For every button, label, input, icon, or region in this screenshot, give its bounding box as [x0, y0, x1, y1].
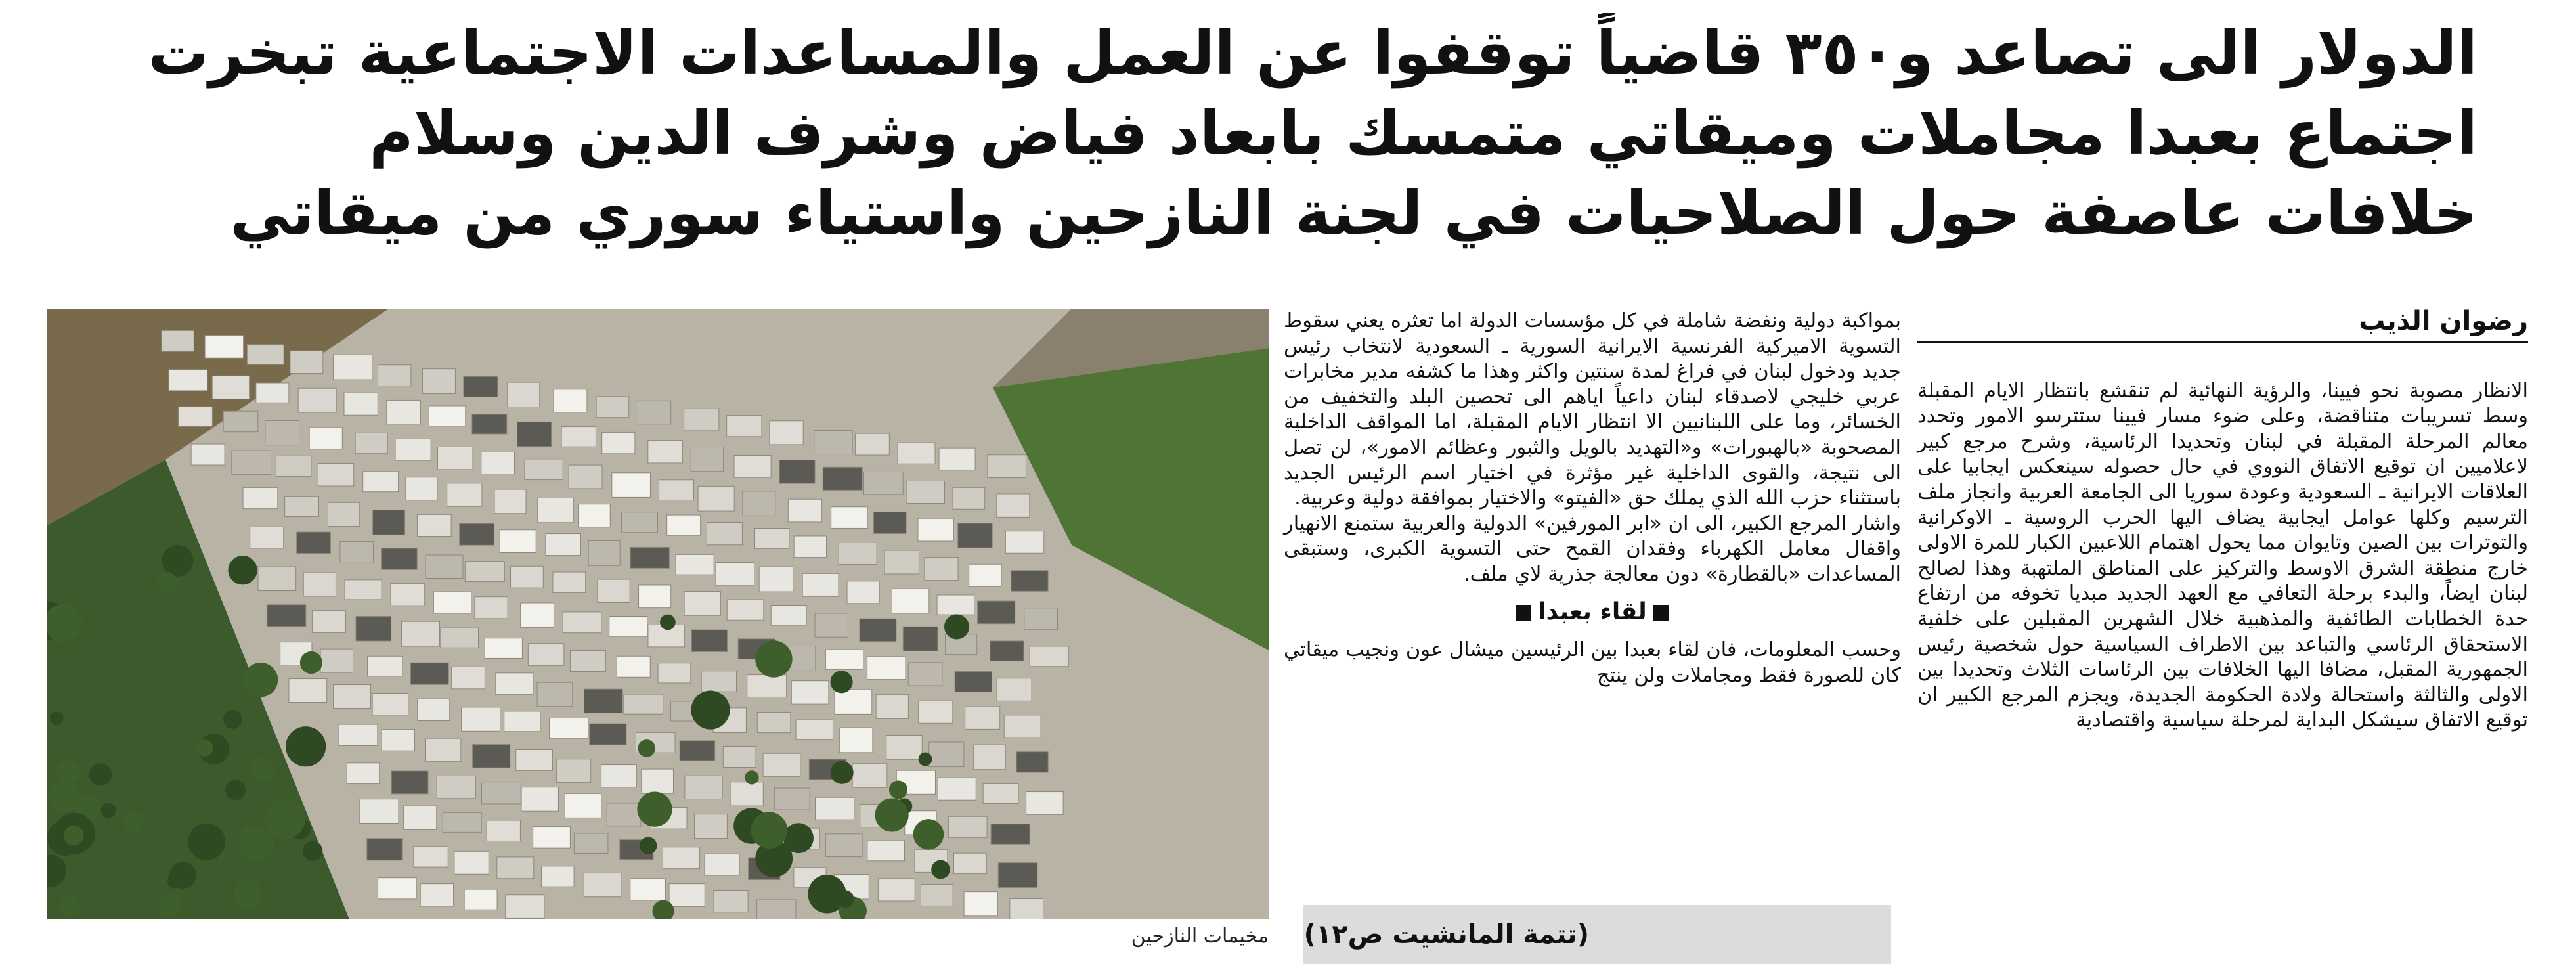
tent-roof — [601, 765, 637, 787]
tent-roof — [759, 567, 793, 592]
tent-roof — [974, 745, 1005, 769]
tent-roof — [878, 879, 915, 901]
tent-roof — [475, 597, 508, 619]
tent-roof — [676, 554, 714, 575]
tent-roof — [554, 389, 587, 412]
tent-roof — [796, 720, 833, 739]
square-bullet-icon — [1516, 605, 1531, 621]
tent-roof — [609, 616, 647, 636]
tent-roof — [669, 884, 705, 907]
tent-roof — [504, 711, 540, 732]
tree — [123, 812, 144, 833]
tent-roof — [309, 428, 342, 449]
tent-roof — [487, 820, 520, 841]
tree — [875, 798, 909, 831]
tent-roof — [876, 694, 908, 718]
tent-roof — [578, 504, 610, 527]
article-right-column — [1917, 306, 2528, 734]
tent-roof — [727, 600, 764, 620]
tent-roof — [359, 799, 399, 824]
tent-roof — [727, 416, 762, 437]
subheading — [1284, 600, 1901, 625]
tent-roof — [340, 542, 374, 563]
tent-roof — [607, 803, 641, 827]
article-paragraph: وحسب المعلومات، فان لقاء بعبدا بين الرئيسين ميشال عون ونجيب ميقاتي كان للصورة فقط ومجاملات ولن ينتج — [1284, 638, 1901, 687]
tent-roof — [969, 564, 1001, 586]
tent-roof — [414, 847, 448, 867]
tent-roof — [816, 797, 854, 820]
tree — [196, 739, 213, 756]
tree — [60, 895, 80, 915]
tent-roof — [553, 572, 586, 592]
tent-roof — [630, 547, 669, 568]
tent-roof — [991, 824, 1030, 845]
tent-roof — [867, 657, 906, 680]
tent-roof — [205, 335, 244, 358]
tent-roof — [420, 884, 453, 906]
tent-roof — [212, 376, 249, 399]
tent-roof — [223, 411, 258, 431]
tent-roof — [541, 866, 574, 887]
tree — [265, 799, 305, 839]
tent-roof — [695, 814, 728, 839]
tent-roof — [1026, 792, 1063, 815]
continued-on-page-box — [1303, 905, 1891, 964]
tent-roof — [908, 663, 942, 686]
tent-roof — [433, 592, 471, 613]
tent-roof — [919, 701, 953, 723]
tent-roof — [506, 895, 544, 919]
tent-roof — [500, 530, 536, 553]
tent-roof — [243, 487, 278, 508]
tent-roof — [258, 567, 296, 590]
tent-roof — [373, 510, 405, 535]
tent-roof — [802, 573, 839, 596]
tent-roof — [521, 787, 558, 812]
tent-roof — [404, 806, 437, 829]
tent-roof — [602, 432, 635, 453]
tent-roof — [855, 433, 889, 455]
tent-roof — [574, 833, 608, 854]
tent-roof — [839, 542, 877, 565]
tent-roof — [563, 612, 601, 633]
tent-roof — [698, 486, 734, 511]
tent-roof — [422, 369, 455, 394]
tent-roof — [464, 376, 498, 397]
tent-roof — [247, 345, 284, 365]
tent-roof — [454, 851, 489, 874]
tent-roof — [1024, 609, 1058, 629]
tent-roof — [521, 603, 554, 628]
tent-roof — [447, 483, 482, 506]
tree — [691, 690, 730, 729]
tent-roof — [426, 555, 463, 578]
tree — [169, 862, 196, 889]
tent-roof — [680, 741, 715, 761]
tree — [831, 761, 854, 784]
headline-3: خلافات عاصفة حول الصلاحيات في لجنة النازحين واستياء سوري من ميقاتي — [230, 178, 2478, 248]
tree — [638, 739, 655, 757]
tent-roof — [303, 573, 336, 596]
tree — [162, 545, 193, 577]
tent-roof — [276, 456, 311, 476]
tent-roof — [734, 455, 771, 477]
tent-roof — [864, 472, 904, 494]
tent-roof — [372, 693, 408, 715]
tent-roof — [847, 581, 879, 604]
tent-roof — [546, 534, 580, 556]
tent-roof — [481, 452, 515, 474]
tent-roof — [169, 370, 207, 391]
tent-roof — [368, 656, 403, 676]
tent-roof — [771, 605, 806, 625]
tent-roof — [538, 498, 574, 523]
tent-roof — [925, 558, 958, 581]
tree — [228, 556, 257, 584]
tent-roof — [774, 788, 810, 810]
tent-roof — [355, 433, 387, 453]
tent-roof — [565, 793, 601, 818]
tent-roof — [763, 753, 800, 776]
tent-roof — [378, 365, 411, 387]
tent-roof — [347, 763, 379, 784]
tent-roof — [658, 663, 691, 683]
tent-roof — [312, 611, 345, 633]
tent-roof — [569, 465, 602, 489]
tent-roof — [179, 407, 213, 426]
tree — [157, 572, 177, 592]
tent-roof — [997, 678, 1032, 701]
tent-roof — [860, 619, 896, 642]
tent-roof — [250, 527, 284, 548]
tent-roof — [472, 414, 507, 434]
tent-roof — [537, 682, 573, 707]
tree — [660, 615, 676, 630]
tent-roof — [289, 679, 327, 703]
tent-roof — [794, 536, 826, 558]
tent-roof — [831, 507, 867, 529]
tent-roof — [663, 847, 699, 869]
headline-2: اجتماع بعبدا مجاملات وميقاتي متمسك بابعاد فياض وشرف الدين وسلام — [369, 98, 2478, 168]
tent-roof — [465, 562, 504, 582]
tree — [240, 826, 258, 844]
tent-roof — [363, 472, 399, 492]
tent-roof — [705, 854, 739, 875]
tent-roof — [1004, 715, 1041, 738]
tent-roof — [256, 383, 289, 403]
tent-roof — [997, 494, 1030, 517]
tree — [188, 823, 225, 860]
tent-roof — [285, 496, 319, 516]
tent-roof — [528, 644, 564, 666]
tent-roof — [701, 671, 736, 692]
tent-roof — [639, 585, 671, 608]
tent-roof — [338, 724, 378, 745]
tree — [303, 841, 322, 861]
tent-roof — [965, 707, 1000, 729]
tent-roof — [770, 421, 803, 445]
tree — [50, 711, 64, 725]
tree — [56, 761, 79, 784]
tent-roof — [825, 650, 863, 669]
tent-roof — [617, 656, 650, 677]
tent-roof — [391, 584, 425, 606]
tree — [931, 860, 950, 879]
tent-roof — [297, 532, 331, 554]
tent-roof — [596, 397, 629, 418]
tent-roof — [867, 841, 905, 861]
tent-roof — [825, 834, 862, 857]
tent-roof — [401, 621, 439, 646]
tent-roof — [367, 839, 402, 860]
tent-roof — [1016, 752, 1048, 772]
tent-roof — [387, 400, 421, 424]
tree — [48, 782, 79, 813]
continued-label: (تتمة المانشيت ص١٢) — [1303, 919, 1589, 950]
tent-roof — [903, 627, 938, 651]
tent-roof — [612, 473, 651, 498]
tree — [64, 826, 83, 845]
tent-roof — [494, 489, 526, 514]
tent-roof — [659, 480, 694, 500]
tent-roof — [356, 616, 391, 641]
tent-roof — [998, 863, 1037, 888]
tent-roof — [884, 550, 919, 574]
tent-roof — [852, 764, 887, 787]
tree — [300, 651, 322, 674]
tent-roof — [684, 408, 719, 431]
tent-roof — [391, 771, 428, 794]
photo-illustration — [47, 309, 1269, 919]
tent-roof — [511, 566, 544, 588]
tent-roof — [345, 580, 382, 600]
tent-roof — [892, 588, 929, 613]
tent-roof — [1010, 898, 1043, 919]
tree — [101, 803, 116, 818]
tent-roof — [955, 671, 992, 692]
tent-roof — [684, 591, 720, 615]
tent-roof — [598, 579, 630, 602]
tree — [837, 890, 854, 907]
tent-roof — [691, 447, 723, 472]
tree — [751, 812, 788, 849]
tent-roof — [624, 694, 663, 714]
tent-roof — [333, 355, 372, 380]
article-paragraph: واشار المرجع الكبير، الى ان «ابر المورفين» الدولية والعربية ستمنع الانهيار واقفال معامل الكهرباء وفقدان القمح حتى التسوية الكبرى، وستبقى المساعدات «بالقطارة» دون معالجة جذرية لاي ملف. — [1284, 512, 1901, 586]
tent-roof — [907, 481, 944, 504]
square-bullet-icon — [1653, 605, 1669, 621]
tree — [755, 640, 792, 677]
tent-roof — [550, 718, 588, 738]
tent-roof — [557, 759, 591, 783]
tent-roof — [452, 667, 485, 688]
tent-roof — [691, 630, 727, 651]
tent-roof — [191, 444, 225, 465]
tree — [159, 894, 181, 916]
tent-roof — [964, 892, 997, 916]
tree — [251, 757, 274, 781]
tent-roof — [472, 745, 510, 768]
tree — [919, 753, 932, 766]
tent-roof — [344, 393, 378, 415]
tent-roof — [437, 447, 472, 469]
tent-roof — [460, 523, 494, 545]
tent-roof — [953, 853, 986, 873]
tent-roof — [757, 712, 791, 732]
tent-roof — [570, 651, 605, 672]
tent-roof — [517, 422, 552, 446]
tent-roof — [378, 878, 416, 899]
tent-roof — [730, 782, 763, 806]
tent-roof — [429, 406, 465, 426]
tent-roof — [584, 873, 621, 896]
headline-block — [79, 13, 2478, 254]
tent-roof — [382, 730, 414, 751]
tent-roof — [929, 742, 964, 767]
tent-roof — [516, 749, 553, 770]
tent-roof — [334, 685, 371, 709]
tent-roof — [588, 540, 620, 565]
tent-roof — [938, 778, 976, 800]
tent-roof — [462, 707, 500, 731]
tent-roof — [381, 548, 417, 569]
tent-roof — [320, 649, 353, 672]
tent-roof — [481, 783, 521, 804]
tent-roof — [395, 439, 431, 460]
tent-roof — [990, 641, 1024, 661]
tent-roof — [584, 689, 622, 713]
byline: رضوان الذيب — [1917, 309, 2528, 343]
subheading-text: لقاء بعبدا — [1538, 598, 1647, 625]
article-paragraph: الانظار مصوبة نحو فيينا، والرؤية النهائية لم تنقشع بانتظار الايام المقبلة وسط تسريبات متناقضة، وعلى ضوء مسار فيينا ستترسو الامور وتحدد معالم المرحلة المقبلة في لبنان وتحديدا الرئاسية، وشرح مرجع كبير لاعلاميين ان توقيع الاتفاق النووي في حال حصوله سينعكس ايجابيا على العلاقات الايرانية ـ السعودية وعودة سوريا الى الجامعة العربية وانجاز ملف الترسيم وكلها عوامل ايجابية يضاف اليها الحرب الروسية ـ الاوكرانية والتوترات بين الصين وتايوان مما يحول اهتمام اللاعبين الكبار للمرة الاولى خارج منطقة الشرق الاوسط والتركيز على المناطق الملتهبة وهذا لصالح لبنان ايضاً، والبدء برحلة التعافي مع العهد الجديد مبديا تخوفه من ارتفاع حدة الخطابات الطائفية والمذهبية خلال الشهرين المقبلين على خلفية الاستحقاق الرئاسي والتباعد بين الاطراف السياسية حول شخصية رئيس الجمهورية المقبل، مضافا اليها الخلافات بين الرئاسات الثلاث وتحديدا بين الاولى والثالثة واستحالة ولادة الحكومة الجديدة، ويجزم المرجع الكبير ان توقيع الاتفاق سيشكل البداية لمرحلة سياسية واقتصادية — [1917, 379, 2528, 732]
tent-roof — [958, 523, 993, 548]
tent-roof — [747, 675, 787, 697]
tent-roof — [723, 747, 756, 768]
tent-roof — [1005, 531, 1043, 554]
tent-roof — [823, 467, 862, 490]
tent-roof — [267, 605, 306, 627]
tent-roof — [1030, 646, 1068, 667]
tent-roof — [707, 523, 742, 545]
tree — [637, 792, 672, 827]
tent-roof — [667, 515, 701, 535]
tent-roof — [508, 382, 540, 407]
article-middle-column — [1284, 309, 1901, 688]
refugee-camp-aerial-photo — [47, 309, 1269, 919]
tree — [223, 710, 242, 729]
tent-roof — [835, 690, 872, 714]
tent-roof — [839, 728, 872, 753]
tent-roof — [418, 699, 450, 720]
tent-roof — [496, 673, 533, 695]
tent-roof — [788, 499, 821, 522]
tent-roof — [814, 431, 852, 454]
tent-roof — [815, 613, 848, 637]
tent-roof — [417, 514, 451, 536]
tent-roof — [636, 401, 671, 424]
tent-roof — [425, 739, 460, 761]
tent-roof — [898, 443, 935, 464]
tent-roof — [441, 628, 478, 648]
tent-roof — [937, 595, 974, 615]
tent-roof — [791, 681, 829, 704]
tree — [89, 763, 112, 785]
tree — [233, 879, 262, 908]
tree — [745, 770, 758, 784]
tree — [889, 781, 907, 799]
tree — [286, 726, 326, 766]
tent-roof — [918, 518, 953, 541]
tent-roof — [716, 562, 754, 585]
tree — [225, 780, 246, 800]
tent-roof — [757, 900, 796, 919]
tent-roof — [779, 460, 815, 483]
tent-roof — [464, 889, 497, 910]
tree — [244, 663, 278, 697]
tree — [831, 671, 853, 693]
article-paragraph: بمواكبة دولية ونفضة شاملة في كل مؤسسات الدولة اما تعثره يعني سقوط التسوية الاميركية الفرنسية الايرانية السورية ـ السعودية لانتخاب رئيس جديد ودخول لبنان في فراغ لمدة سنتين واكثر وهذا ما كشفه مدير مخابرات عربي خليجي لاصدقاء لبنان داعياً اياهم الى تحصين البلد والتخفيف من الخسائر، وما على اللبنانيين الا انتظار الايام المقبلة، اما المواقف الداخلية المصحوبة «بالهبورات» و«التهديد بالويل والثبور وعظائم الامور»، لن تصل الى نتيجة، والقوى الداخلية غير مؤثرة في اختيار اسم الرئيس الجديد باستثناء حزب الله الذي يملك حق «الفيتو» والاختيار بموافقة دولية وعربية. — [1284, 309, 1901, 510]
tent-roof — [988, 455, 1026, 478]
tent-roof — [525, 460, 563, 479]
tent-roof — [590, 724, 626, 745]
tent-roof — [561, 427, 596, 447]
tent-roof — [1011, 571, 1048, 592]
tent-roof — [978, 601, 1015, 624]
tent-roof — [290, 351, 323, 373]
tent-roof — [265, 420, 299, 445]
tent-roof — [406, 477, 437, 500]
tent-roof — [162, 330, 194, 351]
tent-roof — [437, 776, 475, 798]
tent-roof — [485, 638, 522, 659]
tent-roof — [755, 529, 789, 549]
tent-roof — [948, 816, 987, 837]
tent-roof — [443, 812, 481, 832]
tree — [913, 819, 944, 849]
tent-roof — [642, 769, 674, 793]
tent-roof — [298, 388, 336, 412]
tent-roof — [318, 463, 353, 486]
tent-roof — [886, 735, 922, 759]
tent-roof — [410, 663, 448, 684]
tent-roof — [621, 512, 657, 533]
tent-roof — [533, 827, 571, 848]
tent-roof — [328, 502, 360, 526]
tent-roof — [648, 441, 683, 463]
tent-roof — [983, 783, 1018, 803]
tent-roof — [939, 448, 975, 470]
photo-caption: مخيمات النازحين — [1131, 925, 1269, 948]
tent-roof — [714, 891, 748, 912]
tent-roof — [743, 491, 775, 516]
tent-roof — [497, 857, 534, 879]
tree — [640, 837, 657, 854]
tent-roof — [685, 776, 722, 799]
tent-roof — [232, 451, 271, 475]
tent-roof — [953, 487, 985, 509]
tent-roof — [921, 884, 953, 906]
tree — [944, 614, 969, 639]
tent-roof — [630, 879, 666, 900]
headline-1: الدولار الى تصاعد و٣٥٠ قاضياً توقفوا عن العمل والمساعدات الاجتماعية تبخرت — [148, 18, 2478, 88]
tent-roof — [873, 512, 906, 533]
